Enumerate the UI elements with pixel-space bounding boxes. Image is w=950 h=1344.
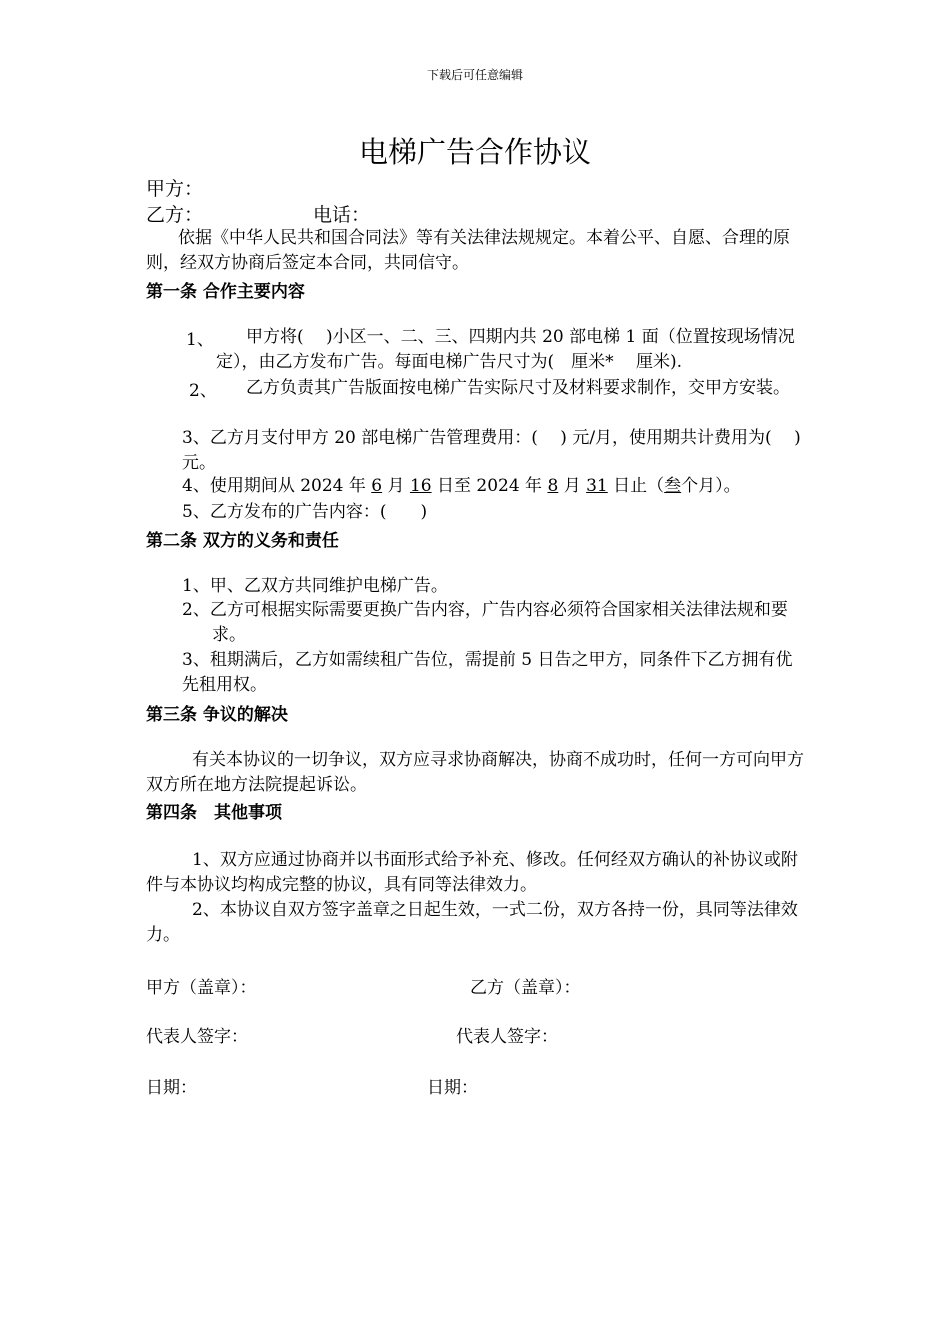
article1-heading: 第一条 合作主要内容 [146,282,305,302]
party-a-representative-label: 代表人签字： [146,1027,248,1047]
article4-heading: 第四条 其他事项 [146,803,282,823]
item4-text: 月 [558,476,587,496]
article1-item1-number: 1、 [186,330,214,350]
item4-start-day: 16 [409,476,432,496]
header-note: 下载后可任意编辑 [426,68,523,82]
article1-item4 [182,474,806,499]
party-b-label: 乙方： [146,204,204,226]
article1-item2: 乙方负责其广告版面按电梯广告实际尺寸及材料要求制作，交甲方安装。 [246,378,790,398]
party-b-date-label: 日期： [427,1078,478,1098]
article1-item3: 3、乙方月支付甲方 20 部电梯广告管理费用：( ) 元/月，使用期共计费用为( )元。 [182,428,801,473]
article3-text: 有关本协议的一切争议，双方应寻求协商解决，协商不成功时，任何一方可向甲方双方所在地方法院提起诉讼。 [146,750,804,795]
article2-item1: 1、甲、乙双方共同维护电梯广告。 [182,576,448,596]
item4-text: 日至 2024 年 [431,476,548,496]
article4-item1: 1、双方应通过协商并以书面形式给予补充、修改。任何经双方确认的补协议或附件与本协议均构成完整的协议，具有同等法律效力。 [146,850,798,895]
article4-item2: 2、本协议自双方签字盖章之日起生效，一式二份，双方各持一份，具同等法律效力。 [146,900,798,945]
item4-text: 日止（ [607,476,665,496]
party-a-date-label: 日期： [146,1078,197,1098]
article1-item2-number: 2、 [189,381,217,401]
item4-end-day: 31 [586,476,608,496]
article3-heading: 第三条 争议的解决 [146,705,288,725]
item4-duration: 叁 [664,476,682,496]
item4-text: 月 [382,476,410,496]
article2-item3: 3、租期满后，乙方如需续租广告位，需提前 5 日告之甲方，同条件下乙方拥有优先租用权。 [182,650,793,695]
party-a-seal-label: 甲方（盖章）： [146,978,257,998]
party-b-seal-label: 乙方（盖章）： [470,978,581,998]
document-title: 电梯广告合作协议 [358,135,591,169]
party-b-representative-label: 代表人签字： [456,1027,558,1047]
item4-end-month: 8 [547,476,559,496]
article2-heading: 第二条 双方的义务和责任 [146,531,339,551]
item4-text: 4、使用期间从 2024 年 [182,476,372,496]
intro-paragraph: 依据《中华人民共和国合同法》等有关法律法规规定。本着公平、自愿、合理的原则，经双方协商后签定本合同，共同信守。 [146,228,790,273]
article1-item1: 甲方将( )小区一、二、三、四期内共 20 部电梯 1 面（位置按现场情况定），由乙方发布广告。每面电梯广告尺寸为( 厘米* 厘米). [216,327,795,372]
phone-label: 电话： [313,204,371,226]
item4-text: 个月）。 [681,476,741,496]
item4-start-month: 6 [371,476,383,496]
party-a-label: 甲方： [146,178,204,200]
article1-item5: 5、乙方发布的广告内容：( ) [182,502,428,522]
article2-item2: 2、乙方可根据实际需要更换广告内容，广告内容必须符合国家相关法律法规和要求。 [182,600,788,645]
